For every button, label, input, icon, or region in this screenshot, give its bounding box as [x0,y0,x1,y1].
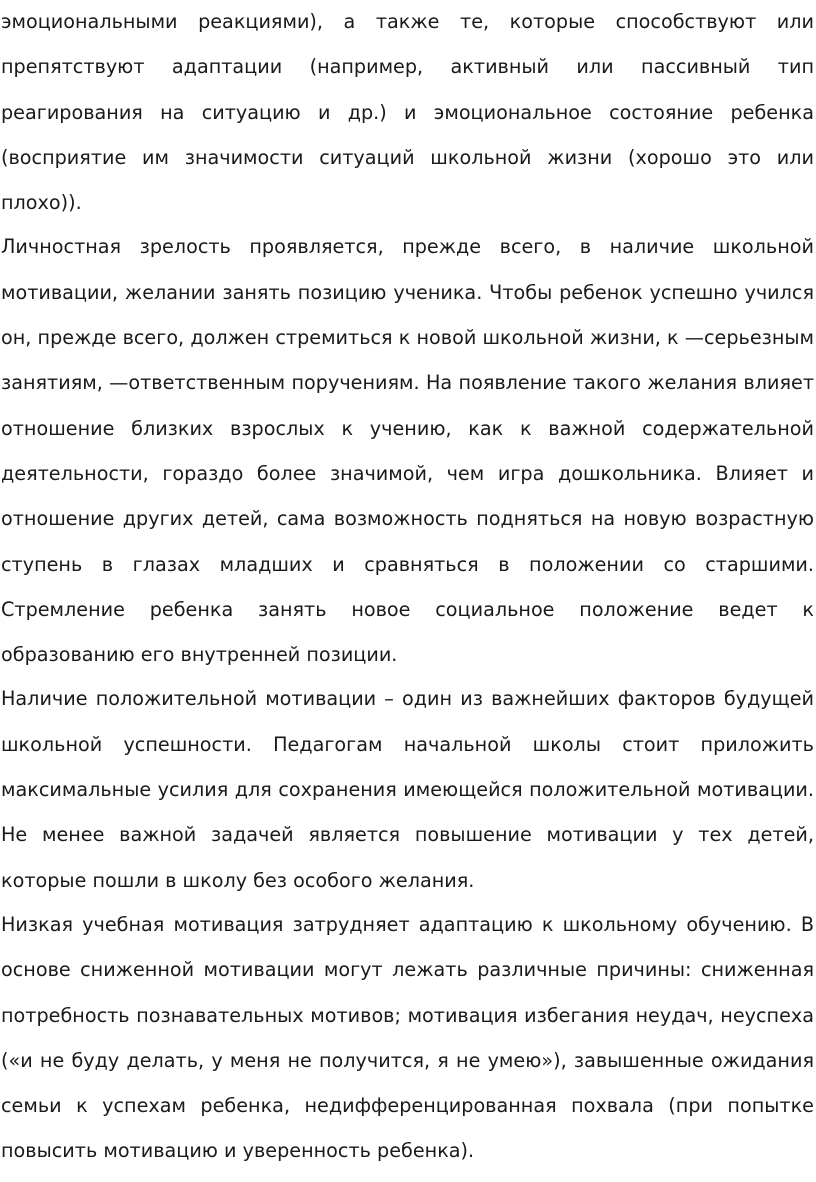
paragraph-3: Наличие положительной мотивации – один из важнейших факторов будущей школьной успешности. Педагогам начальной школы стоит приложить максимальные усилия для сохранения имеющейся положительной мотивации. Не менее важной задачей является повышение мотивации у тех детей, которые пошли в школу без особого желания. [1,687,814,892]
paragraph-1: эмоциональными реакциями), а также те, которые способствуют или препятствуют адаптации (например, активный или пассивный тип реагирования на ситуацию и др.) и эмоциональное состояние ребенка (восприятие им значимости ситуаций школьной жизни (хорошо это или плохо)). [1,10,814,215]
paragraph-2: Личностная зрелость проявляется, прежде всего, в наличие школьной мотивации, желании занять позицию ученика. Чтобы ребенок успешно учился он, прежде всего, должен стремиться к новой школьной жизни, к —серьезным занятиям, —ответственным поручениям. На появление такого желания влияет отношение близких взрослых к учению, как к важной содержательной деятельности, гораздо более значимой, чем игра дошкольника. Влияет и отношение других детей, сама возможность подняться на новую возрастную ступень в глазах младших и сравняться в положении со старшими. Стремление ребенка занять новое социальное положение ведет к образованию его внутренней позиции. [1,235,814,667]
paragraph-4: Низкая учебная мотивация затрудняет адаптацию к школьному обучению. В основе сниженной мотивации могут лежать различные причины: сниженная потребность познавательных мотивов; мотивация избегания неудач, неуспеха («и не буду делать, у меня не получится, я не умею»), завышенные ожидания семьи к успехам ребенка, недифференцированная похвала (при попытке повысить мотивацию и уверенность ребенка). [1,912,814,1163]
